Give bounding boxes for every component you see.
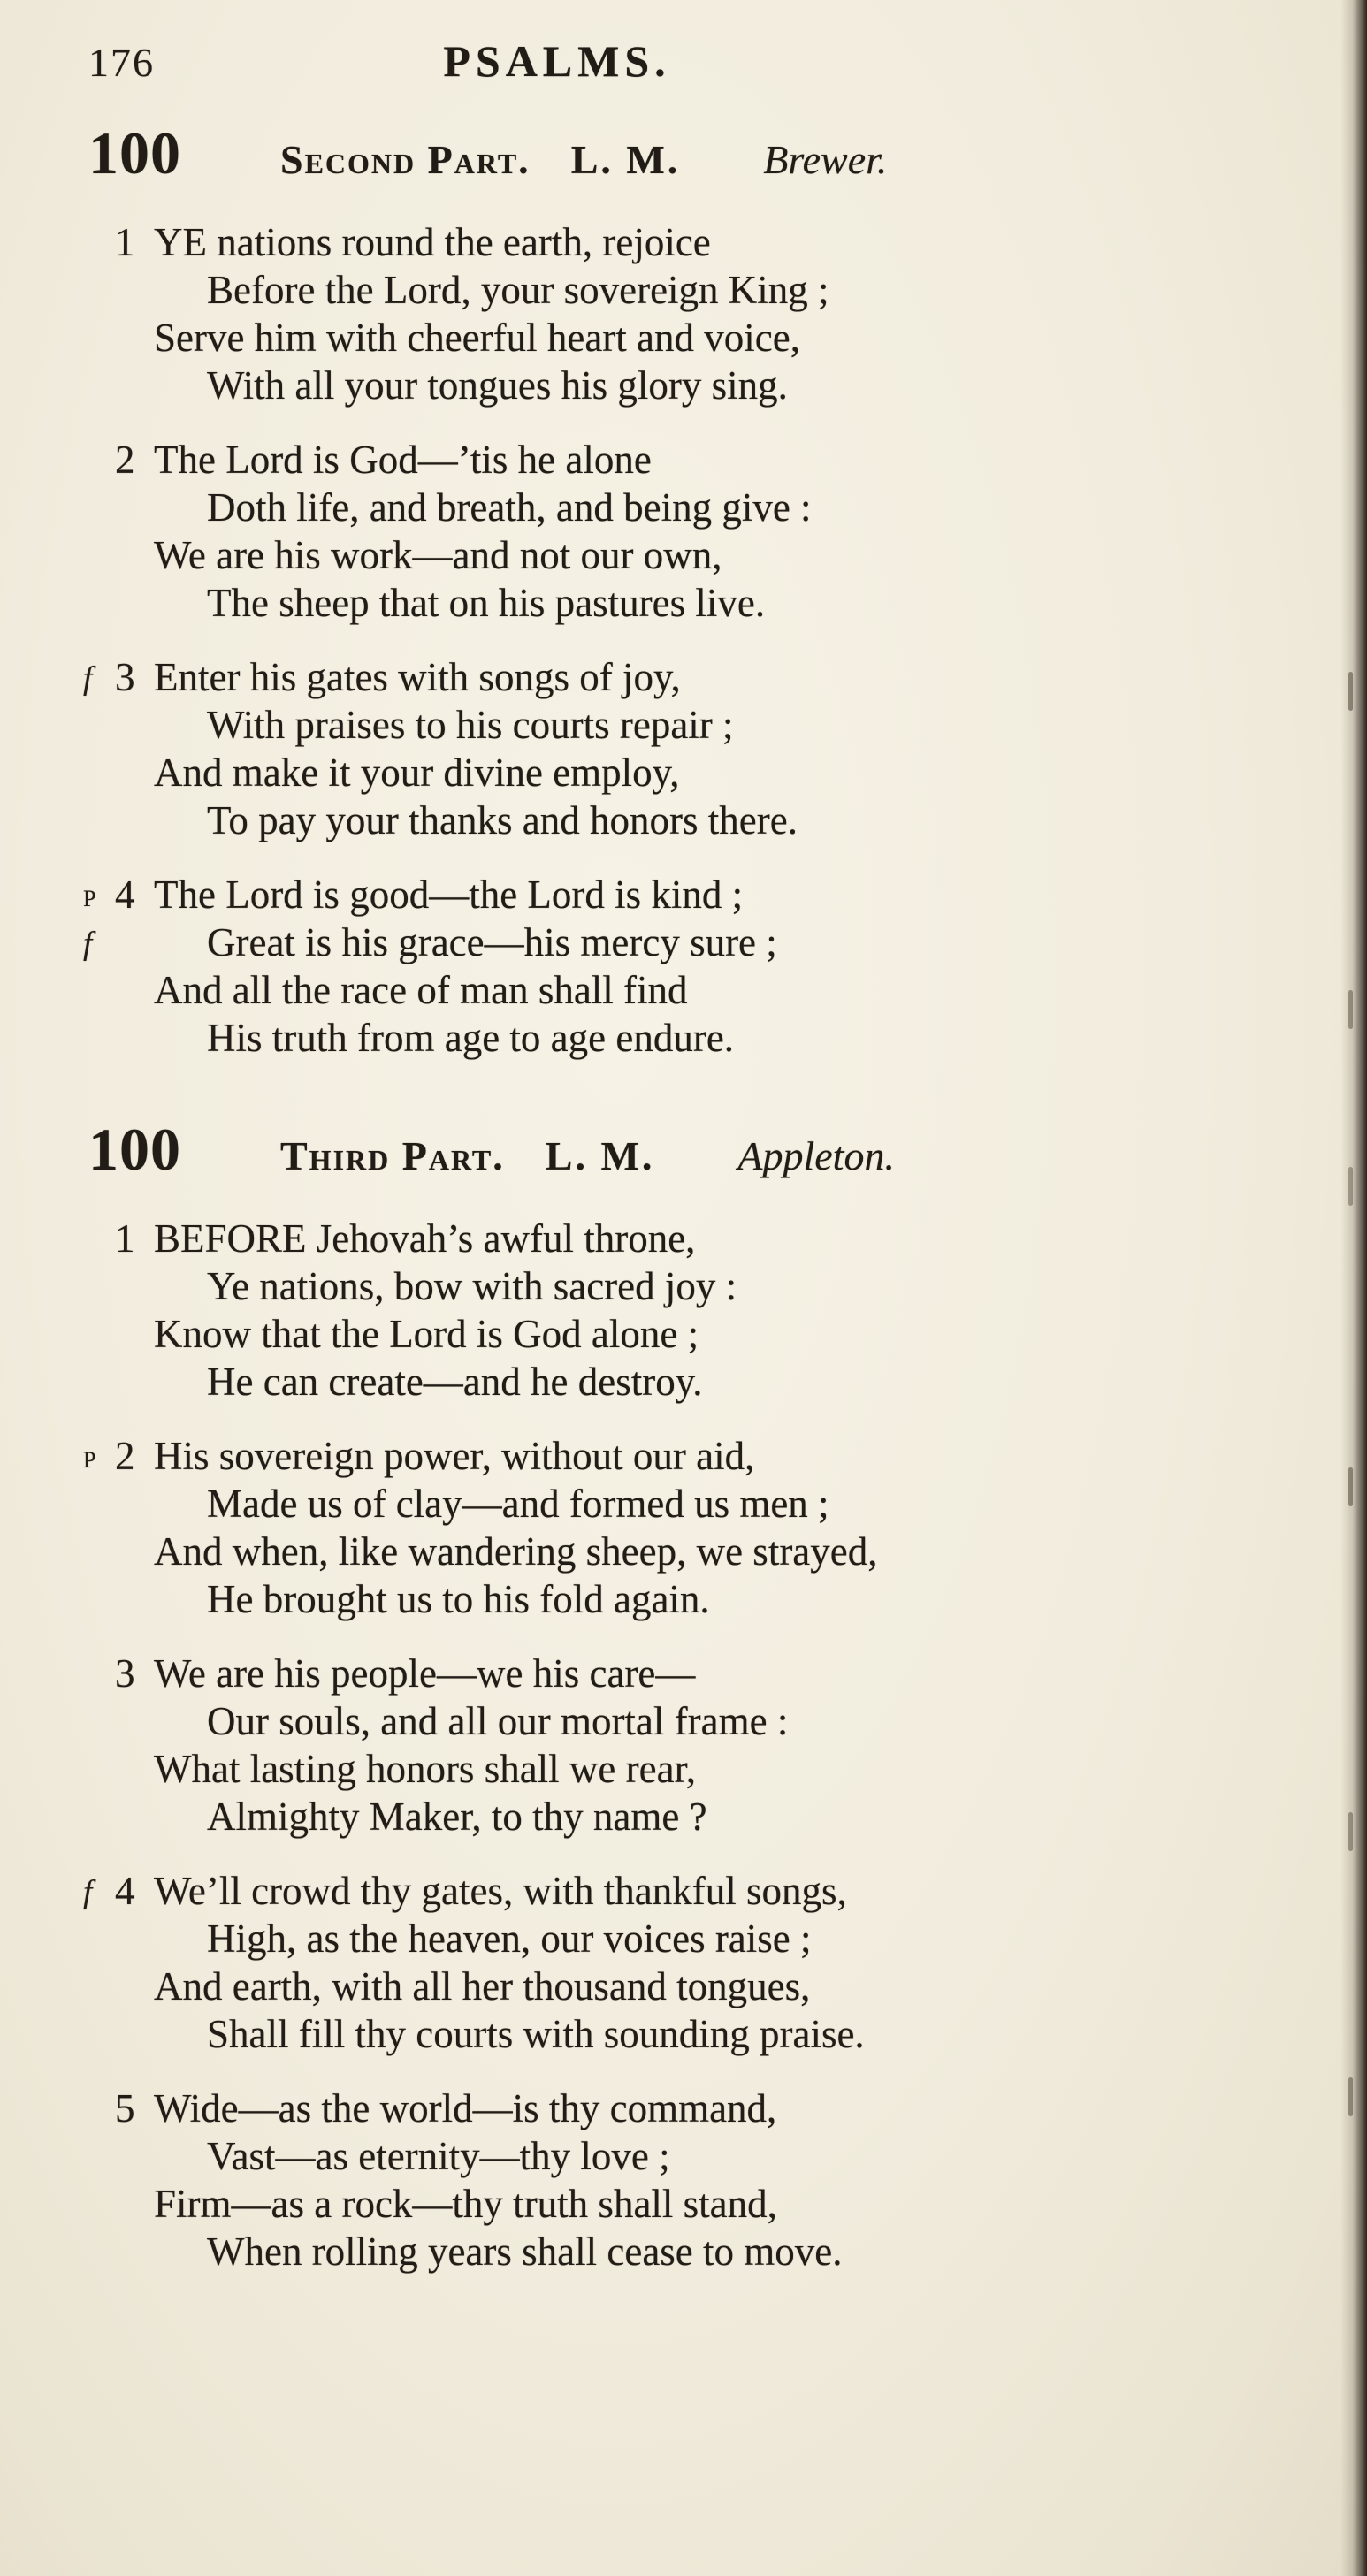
verse-line (154, 1793, 1270, 1841)
verse-number: 4 (115, 873, 135, 917)
verse-line (154, 796, 1270, 844)
dynamic-mark-f: f (83, 660, 93, 697)
psalm-part-title: Second Part. (280, 137, 531, 182)
verse-number: 3 (115, 655, 135, 699)
verse-line (115, 1650, 1270, 1697)
verse-line (115, 2084, 1270, 2132)
psalm-heading (88, 118, 1367, 188)
verse-line (154, 2010, 1270, 2058)
verse-line (154, 579, 1270, 627)
verse-line (154, 362, 1270, 409)
verse-line-text: And make it your divine employ, (154, 751, 680, 795)
verse-line-text: Shall fill thy courts with sounding praise. (207, 2012, 865, 2056)
verse-line-text: And earth, with all her thousand tongues, (154, 1964, 811, 2008)
verse-line (154, 2180, 1270, 2228)
page-header (88, 35, 1026, 94)
verse-line-text: The Lord is good—the Lord is kind ; (154, 873, 744, 917)
psalm-sections (0, 118, 1367, 2275)
verse-number: 4 (115, 1869, 135, 1913)
verse-number: 2 (115, 1434, 135, 1478)
verse-line-text: With praises to his courts repair ; (207, 703, 734, 747)
psalm-part-title: Third Part. (280, 1133, 505, 1178)
verse (115, 218, 1270, 409)
verse-line (154, 266, 1270, 314)
binding-mark (1348, 672, 1353, 711)
verse (83, 1432, 1270, 1623)
dynamic-mark-p: p (83, 1439, 96, 1475)
verse-line-text: With all your tongues his glory sing. (207, 363, 788, 408)
verse-line-text: Great is his grace—his mercy sure ; (207, 920, 777, 964)
verse (83, 871, 1270, 1062)
verse-line-text: We are his people—we his care— (154, 1651, 696, 1696)
verse-line (83, 653, 1270, 701)
verse-line (154, 1575, 1270, 1623)
verse-line (154, 1745, 1270, 1793)
verse (115, 436, 1270, 627)
verse-line-text: Almighty Maker, to thy name ? (207, 1795, 707, 1839)
verse-line (154, 484, 1270, 531)
verse-line (154, 1528, 1270, 1575)
verse-line (154, 1262, 1270, 1310)
psalm-meter: L. M. (570, 137, 681, 182)
verse-line-text: Our souls, and all our mortal frame : (207, 1699, 789, 1743)
verse-line-text: Vast—as eternity—thy love ; (207, 2134, 670, 2178)
psalm-heading (88, 1115, 1367, 1185)
psalm-section (0, 118, 1367, 1062)
verse-number: 1 (115, 1216, 135, 1261)
verse-line (154, 531, 1270, 579)
verse-line (154, 2132, 1270, 2180)
verse-line (154, 1310, 1270, 1358)
verse-line (83, 1867, 1270, 1915)
dynamic-mark-f: f (83, 1874, 93, 1910)
verse-line-text: Firm—as a rock—thy truth shall stand, (154, 2182, 777, 2226)
psalm-meter: L. M. (545, 1133, 655, 1178)
verse (83, 1867, 1270, 2058)
dynamic-mark-f: f (83, 926, 93, 962)
verse-line-text: Ye nations, bow with sacred joy : (207, 1264, 737, 1308)
verse-line-text: We’ll crowd thy gates, with thankful songs, (154, 1869, 847, 1913)
running-title: PSALMS. (443, 36, 671, 86)
verse-line (115, 1215, 1270, 1262)
verse-line-text: He brought us to his fold again. (207, 1577, 710, 1621)
tune-name: Appleton. (737, 1133, 895, 1178)
verse (115, 1215, 1270, 1406)
verse-number: 3 (115, 1651, 135, 1696)
verse-line (154, 1480, 1270, 1528)
verse-line-text: And all the race of man shall find (154, 968, 688, 1012)
verse-number: 5 (115, 2086, 135, 2130)
verse-line (154, 314, 1270, 362)
verse-line (154, 1697, 1270, 1745)
verse (115, 1650, 1270, 1841)
verse-line-text: When rolling years shall cease to move. (207, 2229, 843, 2274)
verse-line-text: And when, like wandering sheep, we strayed, (154, 1529, 878, 1574)
verse-line (154, 1014, 1270, 1062)
verse-line (115, 218, 1270, 266)
verse-line-text: The sheep that on his pastures live. (207, 581, 766, 625)
verse-line-text: To pay your thanks and honors there. (207, 798, 798, 842)
verse-line (154, 1358, 1270, 1406)
verse (115, 2084, 1270, 2275)
dynamic-mark-p: p (83, 878, 96, 914)
verse-number: 2 (115, 438, 135, 482)
verse-line-text: He can create—and he destroy. (207, 1360, 703, 1404)
verse-line-text: Enter his gates with songs of joy, (154, 655, 681, 699)
verse-line-text: Wide—as the world—is thy command, (154, 2086, 777, 2130)
page-number: 176 (88, 40, 155, 85)
verse-line (115, 436, 1270, 484)
verse-line (154, 966, 1270, 1014)
verse-line-text: Made us of clay—and formed us men ; (207, 1482, 829, 1526)
verse-list (83, 1215, 1270, 2275)
verse-line-text: Serve him with cheerful heart and voice, (154, 316, 800, 360)
verse-line-text: Before the Lord, your sovereign King ; (207, 268, 829, 312)
verse (83, 653, 1270, 844)
verse-line-text: We are his work—and not our own, (154, 533, 722, 577)
verse-line-text: BEFORE Jehovah’s awful throne, (154, 1216, 696, 1261)
verse-line (154, 749, 1270, 796)
verse-line-text: Know that the Lord is God alone ; (154, 1312, 699, 1356)
verse-line-text: His truth from age to age endure. (207, 1016, 735, 1060)
verse-line (154, 701, 1270, 749)
psalm-number: 100 (88, 1116, 181, 1183)
verse-number: 1 (115, 220, 135, 264)
tune-name: Brewer. (763, 137, 888, 182)
verse-list (83, 218, 1270, 1062)
verse-line (83, 918, 1270, 966)
verse-line-text: The Lord is God—’tis he alone (154, 438, 652, 482)
verse-line-text: His sovereign power, without our aid, (154, 1434, 755, 1478)
verse-line-text: What lasting honors shall we rear, (154, 1747, 697, 1791)
verse-line-text: YE nations round the earth, rejoice (154, 220, 711, 264)
verse-line-text: High, as the heaven, our voices raise ; (207, 1917, 812, 1961)
verse-line (154, 2228, 1270, 2275)
verse-line-text: Doth life, and breath, and being give : (207, 485, 812, 530)
psalm-number: 100 (88, 119, 181, 187)
verse-line (83, 1432, 1270, 1480)
verse-line (154, 1962, 1270, 2010)
verse-line (83, 871, 1270, 918)
verse-line (154, 1915, 1270, 1962)
psalm-section (0, 1115, 1367, 2275)
